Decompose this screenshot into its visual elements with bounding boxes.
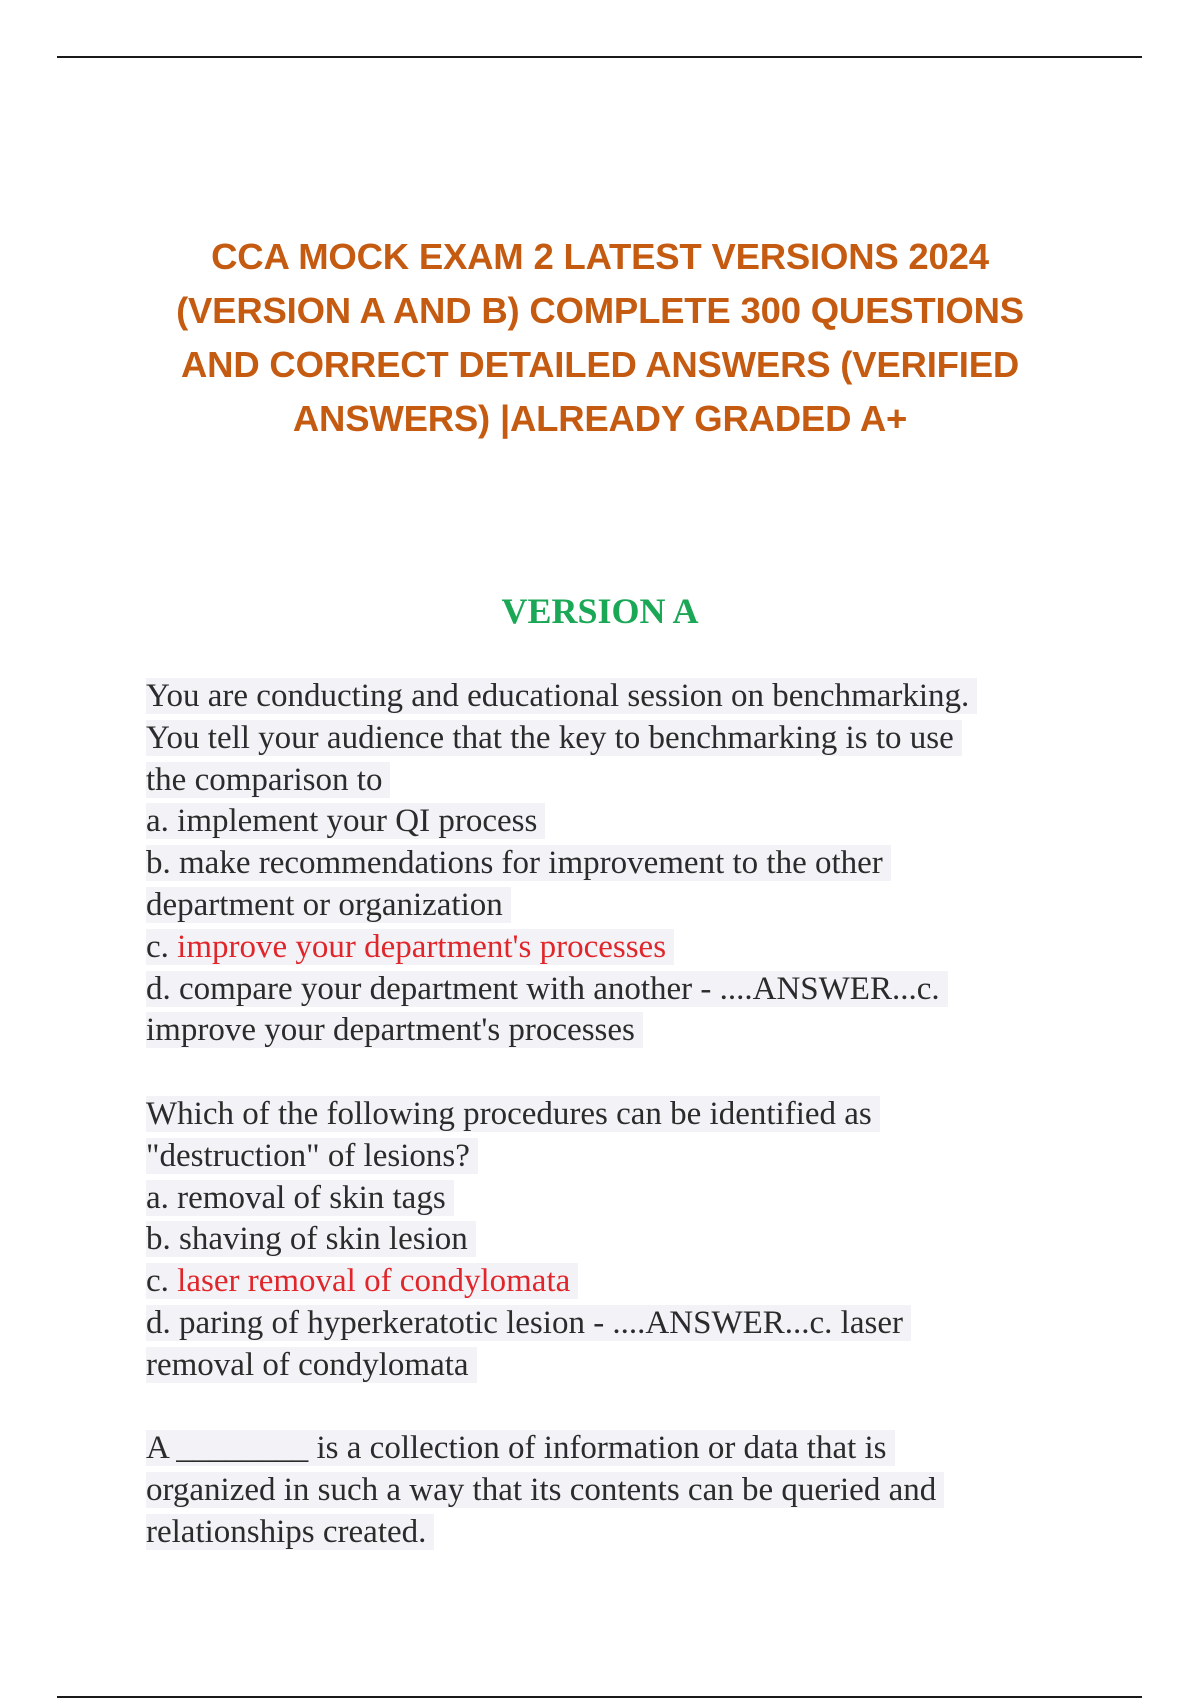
option-c-prefix: c. — [146, 928, 178, 965]
option-b: b. shaving of skin lesion — [146, 1221, 476, 1257]
question-2 — [146, 1094, 1086, 1387]
document-title — [100, 230, 1100, 446]
question-stem: Which of the following procedures can be identified as — [146, 1096, 880, 1132]
option-a: a. implement your QI process — [146, 803, 545, 839]
question-stem: You are conducting and educational session on benchmarking. — [146, 678, 977, 714]
header-rule — [57, 56, 1142, 58]
title-line: (VERSION A AND B) COMPLETE 300 QUESTIONS — [176, 290, 1024, 331]
option-c — [146, 1261, 1086, 1303]
correct-answer-text: improve your department's processes — [177, 928, 667, 965]
question-1 — [146, 676, 1086, 1052]
question-stem: "destruction" of lesions? — [146, 1138, 478, 1174]
option-d: d. paring of hyperkeratotic lesion - ....ANSWER...c. laser — [146, 1305, 911, 1341]
question-stem: organized in such a way that its contents can be queried and — [146, 1472, 944, 1508]
version-heading: VERSION A — [501, 591, 699, 631]
question-3 — [146, 1428, 1086, 1553]
question-stem: the comparison to — [146, 762, 390, 798]
title-line: CCA MOCK EXAM 2 LATEST VERSIONS 2024 — [211, 236, 989, 277]
question-stem: You tell your audience that the key to benchmarking is to use — [146, 720, 962, 756]
option-c — [146, 927, 1086, 969]
question-stem: A ________ is a collection of information or data that is — [146, 1430, 895, 1466]
option-d-continued: improve your department's processes — [146, 1012, 643, 1048]
footer-rule — [57, 1696, 1142, 1698]
question-stem: relationships created. — [146, 1514, 434, 1550]
option-d-continued: removal of condylomata — [146, 1347, 477, 1383]
option-b: b. make recommendations for improvement to the other — [146, 845, 891, 881]
option-c-prefix: c. — [146, 1263, 178, 1300]
title-line: ANSWERS) |ALREADY GRADED A+ — [292, 398, 908, 439]
option-d: d. compare your department with another - ....ANSWER...c. — [146, 971, 948, 1007]
option-b-continued: department or organization — [146, 887, 511, 923]
correct-answer-text: laser removal of condylomata — [177, 1263, 571, 1300]
title-line: AND CORRECT DETAILED ANSWERS (VERIFIED — [181, 344, 1019, 385]
option-a: a. removal of skin tags — [146, 1180, 454, 1216]
